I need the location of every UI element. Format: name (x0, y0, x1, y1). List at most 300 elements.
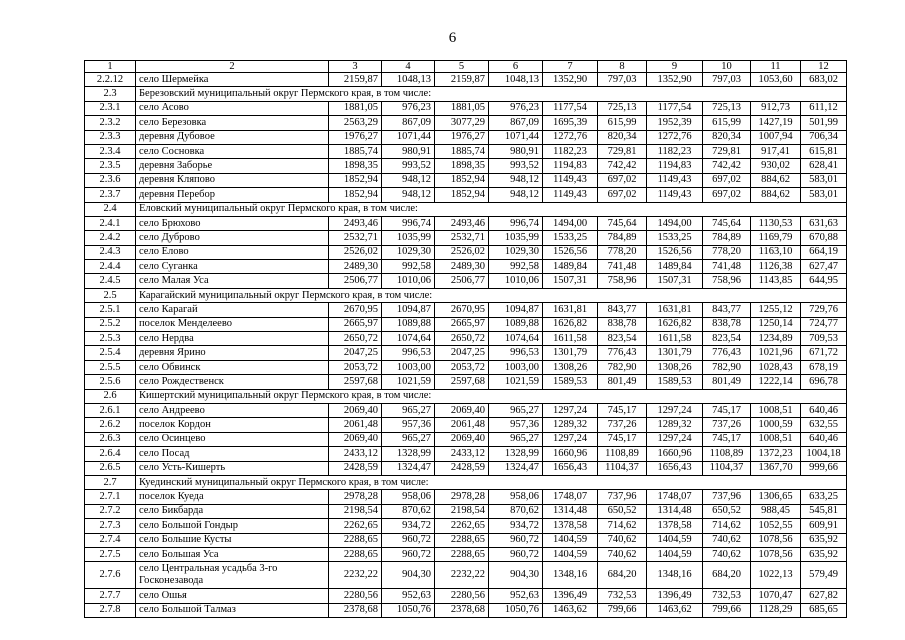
value-cell: 1007,94 (751, 130, 801, 144)
value-cell: 1149,43 (543, 173, 598, 187)
value-cell: 1143,85 (751, 274, 801, 288)
value-cell: 960,72 (382, 533, 435, 547)
row-id-cell: 2.7.3 (85, 519, 136, 533)
value-cell: 2288,65 (435, 547, 489, 561)
value-cell: 1507,31 (543, 274, 598, 288)
value-cell: 2428,59 (435, 461, 489, 475)
value-cell: 1008,51 (751, 432, 801, 446)
value-cell: 724,77 (801, 317, 847, 331)
value-cell: 1163,10 (751, 245, 801, 259)
value-cell: 1149,43 (647, 188, 703, 202)
column-number-cell: 11 (751, 61, 801, 73)
value-cell: 2506,77 (435, 274, 489, 288)
value-cell: 965,27 (382, 432, 435, 446)
table-row (85, 547, 847, 561)
value-cell: 801,49 (703, 375, 751, 389)
value-cell: 801,49 (598, 375, 647, 389)
value-cell: 976,23 (382, 101, 435, 115)
value-cell: 999,66 (801, 461, 847, 475)
value-cell: 725,13 (598, 101, 647, 115)
value-cell: 1852,94 (329, 173, 382, 187)
value-cell: 965,27 (489, 432, 543, 446)
value-cell: 1656,43 (543, 461, 598, 475)
value-cell: 742,42 (598, 159, 647, 173)
value-cell: 737,26 (598, 418, 647, 432)
value-cell: 2378,68 (329, 603, 382, 617)
value-cell: 996,74 (489, 216, 543, 230)
value-cell: 650,52 (598, 504, 647, 518)
value-cell: 952,63 (489, 589, 543, 603)
value-cell: 2198,54 (329, 504, 382, 518)
value-cell: 2563,29 (329, 116, 382, 130)
value-cell: 740,62 (598, 547, 647, 561)
table-row (85, 260, 847, 274)
value-cell: 1526,56 (647, 245, 703, 259)
value-cell: 1748,07 (543, 490, 598, 504)
value-cell: 1898,35 (435, 159, 489, 173)
value-cell: 1021,59 (382, 375, 435, 389)
value-cell: 627,47 (801, 260, 847, 274)
table-row (85, 461, 847, 475)
settlement-name-cell: деревня Ярино (136, 346, 329, 360)
value-cell: 1048,13 (489, 73, 543, 87)
value-cell: 627,82 (801, 589, 847, 603)
value-cell: 2053,72 (435, 360, 489, 374)
value-cell: 1104,37 (703, 461, 751, 475)
settlement-name-cell: село Большие Кусты (136, 533, 329, 547)
value-cell: 2493,46 (435, 216, 489, 230)
column-number-cell: 10 (703, 61, 751, 73)
table-row (85, 533, 847, 547)
value-cell: 611,12 (801, 101, 847, 115)
settlement-name-cell: поселок Менделеево (136, 317, 329, 331)
value-cell: 838,78 (598, 317, 647, 331)
value-cell: 1852,94 (435, 173, 489, 187)
value-cell: 960,72 (489, 533, 543, 547)
settlement-name-cell: село Брюхово (136, 216, 329, 230)
column-number-cell: 9 (647, 61, 703, 73)
value-cell: 2597,68 (435, 375, 489, 389)
value-cell: 917,41 (751, 144, 801, 158)
value-cell: 782,90 (703, 360, 751, 374)
value-cell: 797,03 (703, 73, 751, 87)
value-cell: 1194,83 (543, 159, 598, 173)
value-cell: 1128,29 (751, 603, 801, 617)
value-cell: 635,92 (801, 533, 847, 547)
value-cell: 960,72 (489, 547, 543, 561)
group-name-cell: Кишертский муниципальный округ Пермского края, в том числе: (136, 389, 847, 403)
value-cell: 1182,23 (647, 144, 703, 158)
table-row (85, 116, 847, 130)
value-cell: 2670,95 (329, 303, 382, 317)
group-header-row (85, 288, 847, 302)
value-cell: 1427,19 (751, 116, 801, 130)
settlement-name-cell: деревня Дубовое (136, 130, 329, 144)
row-id-cell: 2.7.1 (85, 490, 136, 504)
value-cell: 1885,74 (435, 144, 489, 158)
row-id-cell: 2.7 (85, 475, 136, 489)
value-cell: 740,62 (703, 547, 751, 561)
value-cell: 1404,59 (647, 533, 703, 547)
value-cell: 758,96 (598, 274, 647, 288)
value-cell: 1074,64 (382, 332, 435, 346)
row-id-cell: 2.6.3 (85, 432, 136, 446)
value-cell: 1660,96 (543, 447, 598, 461)
value-cell: 1149,43 (543, 188, 598, 202)
settlement-name-cell: село Большая Уса (136, 547, 329, 561)
column-number-cell: 8 (598, 61, 647, 73)
value-cell: 1035,99 (489, 231, 543, 245)
value-cell: 948,12 (382, 188, 435, 202)
value-cell: 1656,43 (647, 461, 703, 475)
value-cell: 635,92 (801, 547, 847, 561)
value-cell: 1021,96 (751, 346, 801, 360)
value-cell: 1297,24 (543, 432, 598, 446)
value-cell: 799,66 (703, 603, 751, 617)
group-header-row (85, 389, 847, 403)
value-cell: 1489,84 (543, 260, 598, 274)
value-cell: 1852,94 (435, 188, 489, 202)
row-id-cell: 2.6.4 (85, 447, 136, 461)
value-cell: 2053,72 (329, 360, 382, 374)
value-cell: 2288,65 (329, 547, 382, 561)
value-cell: 960,72 (382, 547, 435, 561)
value-cell: 609,91 (801, 519, 847, 533)
value-cell: 615,99 (598, 116, 647, 130)
value-cell: 1404,59 (543, 547, 598, 561)
value-cell: 640,46 (801, 403, 847, 417)
value-cell: 1297,24 (647, 403, 703, 417)
value-cell: 776,43 (598, 346, 647, 360)
table-row (85, 274, 847, 288)
value-cell: 737,96 (703, 490, 751, 504)
value-cell: 1272,76 (543, 130, 598, 144)
value-cell: 1003,00 (382, 360, 435, 374)
value-cell: 1881,05 (329, 101, 382, 115)
value-cell: 934,72 (489, 519, 543, 533)
value-cell: 1029,30 (489, 245, 543, 259)
value-cell: 729,76 (801, 303, 847, 317)
value-cell: 1404,59 (543, 533, 598, 547)
value-cell: 696,78 (801, 375, 847, 389)
value-cell: 1378,58 (647, 519, 703, 533)
value-cell: 1314,48 (543, 504, 598, 518)
value-cell: 1050,76 (382, 603, 435, 617)
settlement-name-cell: село Березовка (136, 116, 329, 130)
value-cell: 957,36 (489, 418, 543, 432)
value-cell: 2069,40 (329, 432, 382, 446)
value-cell: 1022,13 (751, 562, 801, 589)
group-header-row (85, 202, 847, 216)
value-cell: 633,25 (801, 490, 847, 504)
value-cell: 965,27 (382, 403, 435, 417)
group-name-cell: Куединский муниципальный округ Пермского края, в том числе: (136, 475, 847, 489)
value-cell: 1533,25 (543, 231, 598, 245)
value-cell: 684,20 (598, 562, 647, 589)
value-cell: 741,48 (703, 260, 751, 274)
settlement-name-cell: село Суганка (136, 260, 329, 274)
value-cell: 745,64 (703, 216, 751, 230)
value-cell: 1328,99 (489, 447, 543, 461)
value-cell: 1028,43 (751, 360, 801, 374)
value-cell: 948,12 (489, 188, 543, 202)
value-cell: 965,27 (489, 403, 543, 417)
value-cell: 980,91 (489, 144, 543, 158)
value-cell: 670,88 (801, 231, 847, 245)
table-row (85, 245, 847, 259)
settlement-name-cell: поселок Кордон (136, 418, 329, 432)
value-cell: 631,63 (801, 216, 847, 230)
group-header-row (85, 87, 847, 101)
value-cell: 1352,90 (647, 73, 703, 87)
value-cell: 697,02 (703, 188, 751, 202)
value-cell: 628,41 (801, 159, 847, 173)
column-number-cell: 1 (85, 61, 136, 73)
settlement-name-cell: село Нердва (136, 332, 329, 346)
table-row (85, 173, 847, 187)
row-id-cell: 2.3.6 (85, 173, 136, 187)
row-id-cell: 2.5.5 (85, 360, 136, 374)
value-cell: 948,12 (489, 173, 543, 187)
value-cell: 1108,89 (598, 447, 647, 461)
table-row (85, 418, 847, 432)
value-cell: 2665,97 (329, 317, 382, 331)
value-cell: 1589,53 (647, 375, 703, 389)
value-cell: 904,30 (489, 562, 543, 589)
value-cell: 996,53 (382, 346, 435, 360)
value-cell: 1367,70 (751, 461, 801, 475)
value-cell: 644,95 (801, 274, 847, 288)
table-row (85, 130, 847, 144)
settlement-name-cell: село Рождественск (136, 375, 329, 389)
table-row (85, 303, 847, 317)
table-row (85, 73, 847, 87)
value-cell: 1050,76 (489, 603, 543, 617)
table-row (85, 603, 847, 617)
table-row (85, 101, 847, 115)
value-cell: 1976,27 (329, 130, 382, 144)
value-cell: 996,74 (382, 216, 435, 230)
table-row (85, 504, 847, 518)
value-cell: 2489,30 (329, 260, 382, 274)
value-cell: 1071,44 (489, 130, 543, 144)
value-cell: 1070,47 (751, 589, 801, 603)
value-cell: 1306,65 (751, 490, 801, 504)
value-cell: 2526,02 (435, 245, 489, 259)
settlement-name-cell: село Шермейка (136, 73, 329, 87)
value-cell: 1071,44 (382, 130, 435, 144)
value-cell: 737,96 (598, 490, 647, 504)
value-cell: 671,72 (801, 346, 847, 360)
value-cell: 1695,39 (543, 116, 598, 130)
value-cell: 1626,82 (543, 317, 598, 331)
value-cell: 1352,90 (543, 73, 598, 87)
value-cell: 1631,81 (647, 303, 703, 317)
value-cell: 930,02 (751, 159, 801, 173)
value-cell: 2262,65 (435, 519, 489, 533)
value-cell: 1463,62 (543, 603, 598, 617)
value-cell: 993,52 (489, 159, 543, 173)
value-cell: 2069,40 (435, 403, 489, 417)
settlement-name-cell: село Дуброво (136, 231, 329, 245)
row-id-cell: 2.6.5 (85, 461, 136, 475)
value-cell: 1052,55 (751, 519, 801, 533)
value-cell: 884,62 (751, 173, 801, 187)
settlement-name-cell: село Обвинск (136, 360, 329, 374)
value-cell: 1489,84 (647, 260, 703, 274)
value-cell: 729,81 (598, 144, 647, 158)
value-cell: 1255,12 (751, 303, 801, 317)
value-cell: 823,54 (598, 332, 647, 346)
row-id-cell: 2.4.5 (85, 274, 136, 288)
value-cell: 2262,65 (329, 519, 382, 533)
table-row (85, 231, 847, 245)
table-row (85, 159, 847, 173)
table-row (85, 562, 847, 589)
value-cell: 1053,60 (751, 73, 801, 87)
settlement-name-cell: село Посад (136, 447, 329, 461)
table-row (85, 188, 847, 202)
table-row (85, 144, 847, 158)
value-cell: 1748,07 (647, 490, 703, 504)
table-row (85, 519, 847, 533)
table-row (85, 490, 847, 504)
value-cell: 884,62 (751, 188, 801, 202)
row-id-cell: 2.3.1 (85, 101, 136, 115)
value-cell: 745,17 (703, 403, 751, 417)
table-row (85, 332, 847, 346)
value-cell: 976,23 (489, 101, 543, 115)
settlement-name-cell: деревня Перебор (136, 188, 329, 202)
value-cell: 838,78 (703, 317, 751, 331)
row-id-cell: 2.3.4 (85, 144, 136, 158)
value-cell: 912,73 (751, 101, 801, 115)
row-id-cell: 2.3.7 (85, 188, 136, 202)
value-cell: 615,81 (801, 144, 847, 158)
settlement-name-cell: село Ошья (136, 589, 329, 603)
group-name-cell: Еловский муниципальный округ Пермского края, в том числе: (136, 202, 847, 216)
column-number-cell: 12 (801, 61, 847, 73)
value-cell: 870,62 (382, 504, 435, 518)
value-cell: 2978,28 (329, 490, 382, 504)
settlement-name-cell: село Сосновка (136, 144, 329, 158)
value-cell: 1396,49 (543, 589, 598, 603)
value-cell: 697,02 (703, 173, 751, 187)
row-id-cell: 2.7.4 (85, 533, 136, 547)
value-cell: 992,58 (382, 260, 435, 274)
column-number-cell: 2 (136, 61, 329, 73)
value-cell: 2159,87 (435, 73, 489, 87)
value-cell: 2069,40 (435, 432, 489, 446)
value-cell: 2506,77 (329, 274, 382, 288)
value-cell: 1182,23 (543, 144, 598, 158)
value-cell: 650,52 (703, 504, 751, 518)
value-cell: 745,17 (703, 432, 751, 446)
value-cell: 745,17 (598, 432, 647, 446)
value-cell: 684,20 (703, 562, 751, 589)
row-id-cell: 2.5.6 (85, 375, 136, 389)
value-cell: 664,19 (801, 245, 847, 259)
value-cell: 957,36 (382, 418, 435, 432)
row-id-cell: 2.7.6 (85, 562, 136, 589)
value-cell: 2047,25 (435, 346, 489, 360)
value-cell: 1952,39 (647, 116, 703, 130)
row-id-cell: 2.7.2 (85, 504, 136, 518)
value-cell: 1000,59 (751, 418, 801, 432)
value-cell: 784,89 (703, 231, 751, 245)
value-cell: 1404,59 (647, 547, 703, 561)
value-cell: 2597,68 (329, 375, 382, 389)
row-id-cell: 2.4.4 (85, 260, 136, 274)
settlement-name-cell: село Большой Гондыр (136, 519, 329, 533)
table-row (85, 360, 847, 374)
row-id-cell: 2.6 (85, 389, 136, 403)
value-cell: 697,02 (598, 173, 647, 187)
settlement-name-cell: село Малая Уса (136, 274, 329, 288)
row-id-cell: 2.5.2 (85, 317, 136, 331)
value-cell: 741,48 (598, 260, 647, 274)
table-row (85, 432, 847, 446)
row-id-cell: 2.5.1 (85, 303, 136, 317)
value-cell: 1089,88 (382, 317, 435, 331)
row-id-cell: 2.6.2 (85, 418, 136, 432)
row-id-cell: 2.5 (85, 288, 136, 302)
value-cell: 1104,37 (598, 461, 647, 475)
group-name-cell: Карагайский муниципальный округ Пермского края, в том числе: (136, 288, 847, 302)
value-cell: 2069,40 (329, 403, 382, 417)
settlement-name-cell: село Асово (136, 101, 329, 115)
value-cell: 740,62 (703, 533, 751, 547)
value-cell: 1885,74 (329, 144, 382, 158)
value-cell: 640,46 (801, 432, 847, 446)
value-cell: 2232,22 (329, 562, 382, 589)
table-row (85, 447, 847, 461)
row-id-cell: 2.4.3 (85, 245, 136, 259)
value-cell: 1169,79 (751, 231, 801, 245)
table-body (85, 61, 847, 618)
value-cell: 740,62 (598, 533, 647, 547)
value-cell: 993,52 (382, 159, 435, 173)
value-cell: 1194,83 (647, 159, 703, 173)
value-cell: 2433,12 (435, 447, 489, 461)
value-cell: 2047,25 (329, 346, 382, 360)
value-cell: 697,02 (598, 188, 647, 202)
value-cell: 2978,28 (435, 490, 489, 504)
value-cell: 1010,06 (489, 274, 543, 288)
row-id-cell: 2.4 (85, 202, 136, 216)
value-cell: 1589,53 (543, 375, 598, 389)
settlement-name-cell: деревня Кляпово (136, 173, 329, 187)
value-cell: 732,53 (598, 589, 647, 603)
value-cell: 1272,76 (647, 130, 703, 144)
value-cell: 709,53 (801, 332, 847, 346)
value-cell: 3077,29 (435, 116, 489, 130)
column-number-cell: 3 (329, 61, 382, 73)
settlement-name-cell: село Центральная усадьба 3-го Госконезавода (136, 562, 329, 589)
page-number: 6 (448, 30, 457, 46)
value-cell: 797,03 (598, 73, 647, 87)
value-cell: 843,77 (598, 303, 647, 317)
value-cell: 742,42 (703, 159, 751, 173)
value-cell: 1003,00 (489, 360, 543, 374)
value-cell: 1289,32 (647, 418, 703, 432)
value-cell: 778,20 (703, 245, 751, 259)
value-cell: 1301,79 (543, 346, 598, 360)
value-cell: 1494,00 (647, 216, 703, 230)
value-cell: 2061,48 (435, 418, 489, 432)
value-cell: 867,09 (382, 116, 435, 130)
value-cell: 1074,64 (489, 332, 543, 346)
